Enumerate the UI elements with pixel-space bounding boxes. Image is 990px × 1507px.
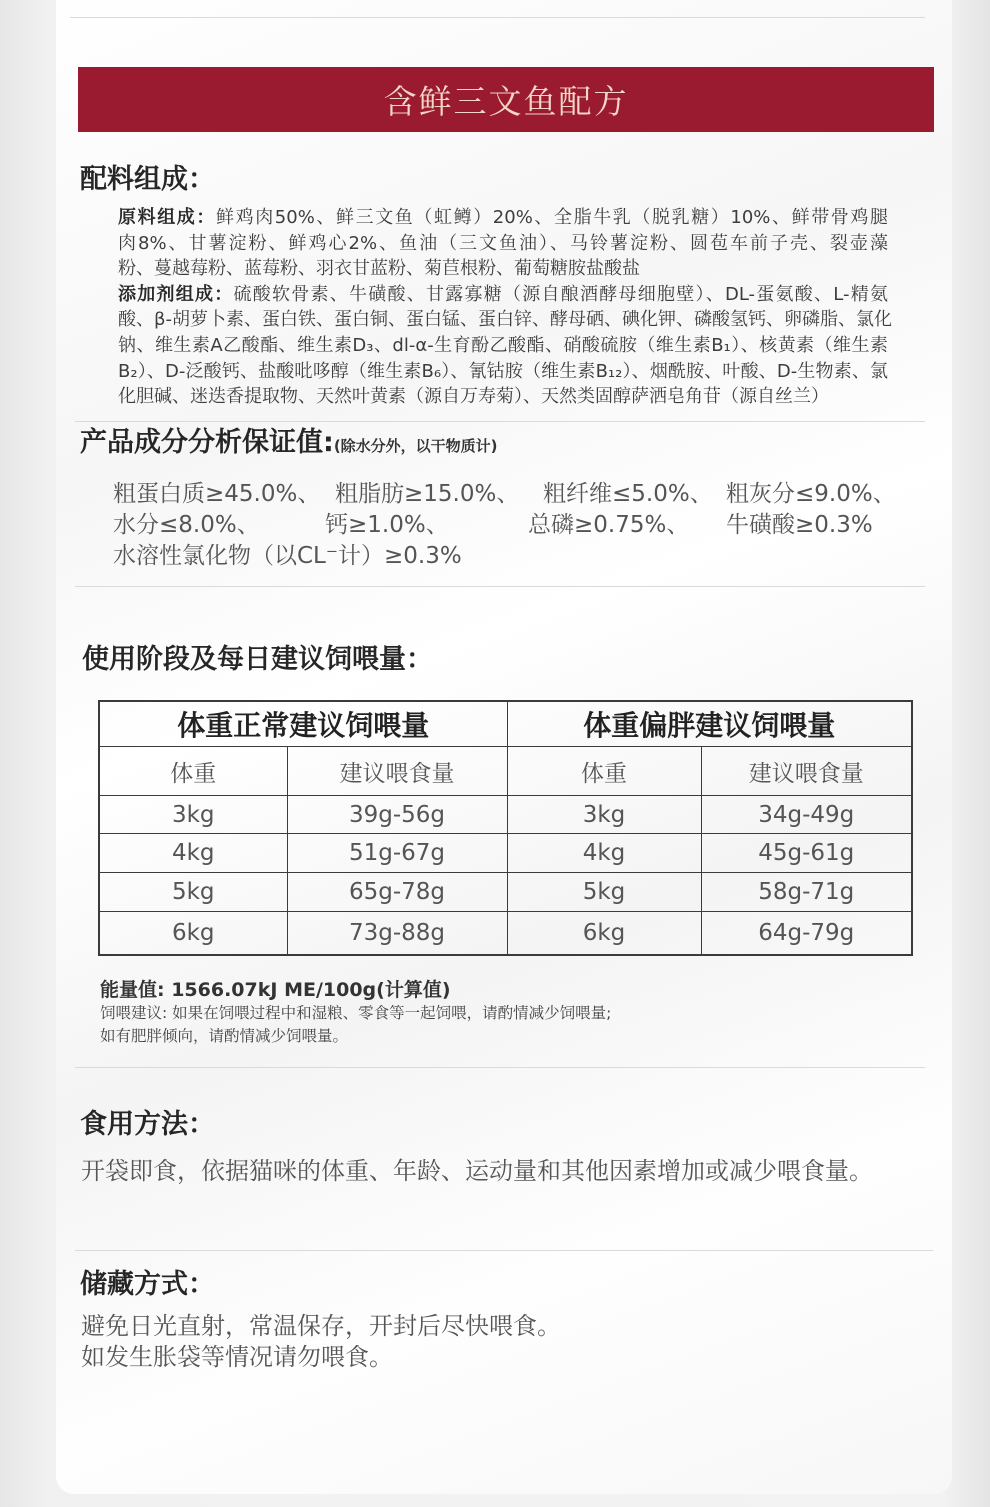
analysis-item: 粗蛋白质≥45.0%、 — [113, 481, 321, 507]
table-row — [99, 834, 912, 873]
analysis-item: 粗脂肪≥15.0%、 — [335, 481, 520, 507]
analysis-item: 牛磺酸≥0.3% — [726, 512, 873, 538]
additives-text: 硫酸软骨素、牛磺酸、甘露寡糖（源自酿酒酵母细胞壁）、DL-蛋氨酸、L-精氨 — [233, 283, 888, 305]
additives-label: 添加剂组成： — [118, 283, 234, 305]
feeding-note: 如有肥胖倾向，请酌情减少饲喂量。 — [100, 1027, 349, 1045]
ingredients-line — [118, 333, 888, 359]
table-cell: 64g-79g — [701, 912, 912, 956]
analysis-item: 总磷≥0.75%、 — [528, 512, 690, 538]
analysis-item: 粗纤维≤5.0%、 — [543, 481, 713, 507]
table-cell: 65g-78g — [287, 873, 507, 912]
usage-text: 开袋即食，依据猫咪的体重、年龄、运动量和其他因素增加或减少喂食量。 — [81, 1157, 873, 1185]
table-cell: 34g-49g — [701, 796, 912, 834]
table-cell: 5kg — [99, 873, 287, 912]
ingredients-line — [118, 359, 888, 385]
formula-banner — [78, 67, 934, 132]
divider — [75, 586, 925, 587]
analysis-heading-row — [80, 425, 498, 461]
additives-text: B₂）、D-泛酸钙、盐酸吡哆醇（维生素B₆）、氰钴胺（维生素B₁₂）、烟酰胺、叶酸、D-生物素、氯 — [118, 360, 888, 382]
column-header: 体重 — [99, 747, 287, 796]
group-header-normal-weight: 体重正常建议饲喂量 — [99, 701, 507, 747]
table-column-header-row — [99, 747, 912, 796]
feeding-heading: 使用阶段及每日建议饲喂量： — [82, 644, 433, 675]
feeding-table — [98, 700, 913, 956]
divider-top — [70, 17, 925, 18]
storage-line: 如发生胀袋等情况请勿喂食。 — [81, 1343, 393, 1371]
column-header: 建议喂食量 — [287, 747, 507, 796]
additives-text: 酸、β-胡萝卜素、蛋白铁、蛋白铜、蛋白锰、蛋白锌、酵母硒、碘化钾、磷酸氢钙、卵磷脂、氯化 — [118, 309, 892, 331]
analysis-item: 粗灰分≤9.0%、 — [726, 481, 896, 507]
banner-title: 含鲜三文鱼配方 — [383, 82, 629, 121]
additives-text: 化胆碱、迷迭香提取物、天然叶黄素（源自万寿菊）、天然类固醇萨洒皂角苷（源自丝兰） — [118, 386, 829, 408]
ingredients-text — [118, 205, 892, 410]
ingredients-line — [118, 256, 888, 282]
ingredients-line — [118, 307, 892, 333]
divider — [75, 421, 925, 422]
table-cell: 6kg — [507, 912, 701, 956]
storage-text — [81, 1311, 561, 1373]
table-row — [99, 796, 912, 834]
feeding-notes — [100, 1002, 611, 1048]
raw-text: 粉、蔓越莓粉、蓝莓粉、羽衣甘蓝粉、菊苣根粉、葡萄糖胺盐酸盐 — [118, 258, 640, 280]
analysis-item: 水分≤8.0%、 — [113, 512, 260, 538]
table-cell: 6kg — [99, 912, 287, 956]
analysis-heading: 产品成分分析保证值: — [80, 427, 334, 458]
table-cell: 4kg — [99, 834, 287, 873]
column-header: 建议喂食量 — [701, 747, 912, 796]
analysis-note: (除水分外，以干物质计) — [333, 437, 498, 455]
table-row — [99, 873, 912, 912]
storage-line: 避免日光直射，常温保存，开封后尽快喂食。 — [81, 1312, 561, 1340]
ingredients-heading: 配料组成： — [80, 164, 215, 195]
ingredients-line — [118, 231, 888, 257]
group-header-overweight: 体重偏胖建议饲喂量 — [507, 701, 912, 747]
energy-value: 能量值: 1566.07kJ ME/100g(计算值) — [100, 979, 451, 1001]
table-cell: 3kg — [507, 796, 701, 834]
additives-text: 钠、维生素A乙酸酯、维生素D₃、dl-α-生育酚乙酸酯、硝酸硫胺（维生素B₁）、核黄素（维生素 — [118, 334, 888, 356]
analysis-item: 水溶性氯化物（以CL⁻计）≥0.3% — [113, 543, 462, 569]
table-row — [99, 912, 912, 956]
ingredients-line — [118, 205, 888, 231]
table-cell: 45g-61g — [701, 834, 912, 873]
table-cell: 58g-71g — [701, 873, 912, 912]
raw-label: 原料组成： — [118, 207, 216, 228]
raw-text: 鲜鸡肉50%、鲜三文鱼（虹鳟）20%、全脂牛乳（脱乳糖）10%、鲜带骨鸡腿 — [216, 207, 888, 228]
column-header: 体重 — [507, 747, 701, 796]
table-cell: 39g-56g — [287, 796, 507, 834]
ingredients-line — [118, 282, 888, 308]
table-cell: 51g-67g — [287, 834, 507, 873]
storage-heading: 储藏方式： — [80, 1269, 215, 1300]
table-cell: 5kg — [507, 873, 701, 912]
analysis-item: 钙≥1.0%、 — [325, 512, 449, 538]
table-cell: 73g-88g — [287, 912, 507, 956]
usage-heading: 食用方法： — [80, 1109, 215, 1140]
divider — [75, 1250, 933, 1251]
feeding-note: 饲喂建议: 如果在饲喂过程中和湿粮、零食等一起饲喂，请酌情减少饲喂量; — [100, 1004, 612, 1022]
table-cell: 3kg — [99, 796, 287, 834]
table-group-header-row — [99, 701, 912, 747]
raw-text: 肉8%、甘薯淀粉、鲜鸡心2%、鱼油（三文鱼油）、马铃薯淀粉、圆苞车前子壳、裂壶藻 — [118, 232, 888, 254]
divider — [75, 1067, 925, 1068]
table-cell: 4kg — [507, 834, 701, 873]
ingredients-line — [118, 384, 888, 410]
